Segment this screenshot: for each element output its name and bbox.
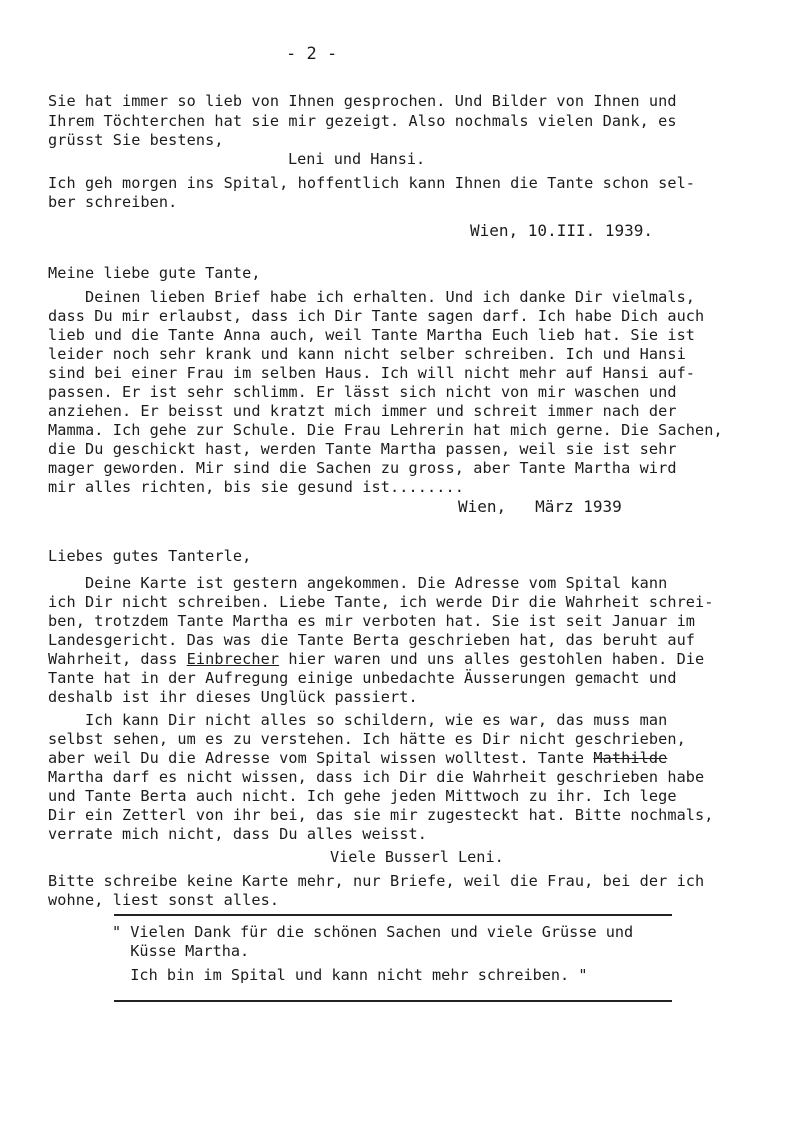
page-number: - 2 - bbox=[286, 44, 338, 64]
letter3-line: Landesgericht. Das was die Tante Berta geschrieben hat, das beruht auf bbox=[48, 631, 696, 649]
letter1-signature: Leni und Hansi. bbox=[288, 150, 426, 168]
letter3-line: deshalb ist ihr dieses Unglück passiert. bbox=[48, 688, 418, 706]
letter3-line: verrate mich nicht, dass Du alles weisst. bbox=[48, 825, 427, 843]
letter3-ps-line: wohne, liest sonst alles. bbox=[48, 891, 280, 909]
letter2-line: Mamma. Ich gehe zur Schule. Die Frau Lehrerin hat mich gerne. Die Sachen, bbox=[48, 421, 723, 439]
letter3-line bbox=[48, 650, 704, 668]
letter3-line: selbst sehen, um es zu verstehen. Ich hätte es Dir nicht geschrieben, bbox=[48, 730, 686, 748]
letter1-ps-line: ber schreiben. bbox=[48, 193, 178, 211]
letter3-line: ich Dir nicht schreiben. Liebe Tante, ich werde Dir die Wahrheit schrei- bbox=[48, 593, 714, 611]
divider-top bbox=[114, 914, 672, 916]
letter1-line: Sie hat immer so lieb von Ihnen gesprochen. Und Bilder von Ihnen und bbox=[48, 92, 677, 110]
letter2-date: Wien, 10.III. 1939. bbox=[470, 221, 654, 240]
letter3-salutation: Liebes gutes Tanterle, bbox=[48, 547, 252, 565]
letter2-line: dass Du mir erlaubst, dass ich Dir Tante sagen darf. Ich habe Dich auch bbox=[48, 307, 705, 325]
text-segment: hier waren und uns alles gestohlen haben. Die bbox=[279, 650, 705, 668]
note-line: Küsse Martha. bbox=[112, 942, 250, 960]
divider-bottom bbox=[114, 1000, 672, 1002]
letter3-line: ben, trotzdem Tante Martha es mir verboten hat. Sie ist seit Januar im bbox=[48, 612, 696, 630]
letter2-line: Deinen lieben Brief habe ich erhalten. Und ich danke Dir vielmals, bbox=[48, 288, 696, 306]
letter1-line: Ihrem Töchterchen hat sie mir gezeigt. Also nochmals vielen Dank, es bbox=[48, 112, 677, 130]
letter3-line: Martha darf es nicht wissen, dass ich Dir die Wahrheit geschrieben habe bbox=[48, 768, 705, 786]
letter1-line: grüsst Sie bestens, bbox=[48, 131, 224, 149]
letter3-line: Tante hat in der Aufregung einige unbedachte Äusserungen gemacht und bbox=[48, 669, 677, 687]
letter3-line: Dir ein Zetterl von ihr bei, das sie mir zugesteckt hat. Bitte nochmals, bbox=[48, 806, 714, 824]
letter2-salutation: Meine liebe gute Tante, bbox=[48, 264, 261, 282]
text-segment: aber weil Du die Adresse vom Spital wissen wolltest. Tante bbox=[48, 749, 594, 767]
note-line: Ich bin im Spital und kann nicht mehr schreiben. " bbox=[112, 966, 588, 984]
letter3-line: und Tante Berta auch nicht. Ich gehe jeden Mittwoch zu ihr. Ich lege bbox=[48, 787, 677, 805]
letter1-ps-line: Ich geh morgen ins Spital, hoffentlich kann Ihnen die Tante schon sel- bbox=[48, 174, 696, 192]
letter3-signature: Viele Busserl Leni. bbox=[330, 848, 504, 866]
letter2-line: mager geworden. Mir sind die Sachen zu gross, aber Tante Martha wird bbox=[48, 459, 677, 477]
underlined-word: Einbrecher bbox=[186, 650, 280, 668]
letter3-line: Ich kann Dir nicht alles so schildern, wie es war, das muss man bbox=[48, 711, 668, 729]
letter2-line: sind bei einer Frau im selben Haus. Ich will nicht mehr auf Hansi auf- bbox=[48, 364, 696, 382]
letter2-line: leider noch sehr krank und kann nicht selber schreiben. Ich und Hansi bbox=[48, 345, 686, 363]
letter3-ps-line: Bitte schreibe keine Karte mehr, nur Briefe, weil die Frau, bei der ich bbox=[48, 872, 705, 890]
letter2-line: mir alles richten, bis sie gesund ist........ bbox=[48, 478, 464, 496]
letter3-line: Deine Karte ist gestern angekommen. Die Adresse vom Spital kann bbox=[48, 574, 668, 592]
letter2-line: lieb und die Tante Anna auch, weil Tante Martha Euch lieb hat. Sie ist bbox=[48, 326, 696, 344]
struck-word: Mathilde bbox=[593, 749, 668, 767]
letter2-line: anziehen. Er beisst und kratzt mich immer und schreit immer nach der bbox=[48, 402, 677, 420]
letter2-line: passen. Er ist sehr schlimm. Er lässt sich nicht von mir waschen und bbox=[48, 383, 677, 401]
text-segment: Wahrheit, dass bbox=[48, 650, 187, 668]
letter3-line bbox=[48, 749, 667, 767]
letter3-date: Wien, März 1939 bbox=[458, 497, 622, 516]
note-line: " Vielen Dank für die schönen Sachen und viele Grüsse und bbox=[112, 923, 634, 941]
letter2-line: die Du geschickt hast, werden Tante Martha passen, weil sie ist sehr bbox=[48, 440, 677, 458]
